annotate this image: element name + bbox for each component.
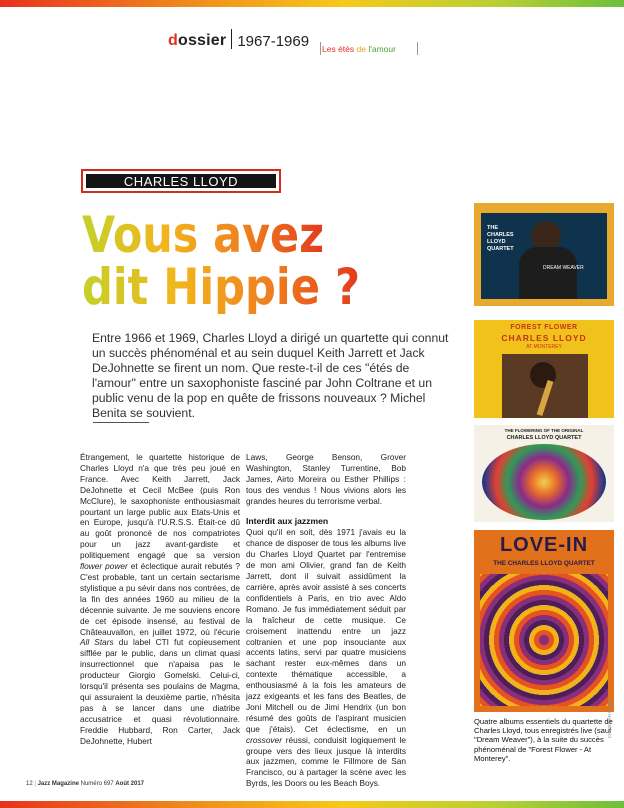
text-run: réussi, conduisit logiquement le groupe vers des lieux jusque là interdits aux jazzmen, comme le Fillmore de San Francisco, ou à partager la scène avec les Byrds, les Doors ou les Beach Boys. [246, 734, 406, 789]
page-footer [26, 781, 144, 787]
subtitle-part-2: de [356, 44, 369, 54]
album-cover-flowering-icon [474, 425, 614, 522]
cover-line: CHARLES LLOYD [501, 333, 587, 343]
cover-text [487, 225, 514, 253]
album-cover-love-in-icon [474, 530, 614, 712]
album-cover-dream-weaver-icon [474, 203, 614, 306]
text-run-italic: All Stars [80, 637, 114, 648]
article-column-2 [246, 452, 406, 789]
cover-line: CHARLES LLOYD QUARTET [506, 435, 582, 441]
psychedelic-flower-icon [482, 444, 606, 520]
cover-line: CHARLES [487, 232, 514, 238]
article-title [80, 204, 380, 314]
article-lead: Entre 1966 et 1969, Charles Lloyd a dirigé un quartette qui connut un succès phénoménal et au sein duquel Keith Jarrett et Jack DeJohnette se firent un nom. Que reste-t-il de ces "étés de l'amour" entre un saxophoniste fasciné par John Coltrane et un public venu de la pop en quête de frissons nouveaux ? Michel Benita se souvient. [92, 331, 449, 420]
saxophonist-photo-icon [502, 354, 588, 418]
text-run-italic: flower power [80, 561, 128, 572]
cover-line: QUARTET [487, 246, 514, 252]
psychedelic-pattern-icon [480, 574, 608, 706]
bottom-color-bar [0, 801, 624, 808]
subtitle-part-3: l'amour [368, 44, 396, 54]
title-line-2: dit Hippie ? [82, 258, 360, 314]
cover-line: THE CHARLES LLOYD QUARTET [493, 560, 595, 567]
artist-tag [81, 169, 281, 193]
section-keyword-rest: ossier [177, 32, 227, 49]
covers-caption: Quatre albums essentiels du quartette de Charles Lloyd, tous enregistrés live (sauf "Dream Weaver"), à la suite du succès phénoménal de "Forest Flower - At Monterey". [474, 717, 613, 763]
column-1-paragraph [80, 452, 240, 746]
footer-separator: | [34, 781, 38, 787]
text-run: Étrangement, le quartette historique de Charles Lloyd n'a que très peu joué en France. Avec Keith Jarrett, Jack DeJohnette et Cecil McBee (puis Ron McClure), le saxophoniste enthousiasmait pourtant un large public aux Etats-Unis et en Europe, jusqu'à l'U.R.S.S. Était-ce dû au goût prononcé de nos compatriotes pour un jazz avant-gardiste et politiquement engagé que sa version [80, 452, 240, 561]
issue-number: Numéro 697 [80, 781, 114, 787]
portrait-body-icon [519, 247, 577, 299]
top-color-bar [0, 0, 624, 7]
text-run: du label CTI fut copieusement sifflée par le public, dans un climat quasi insurrectionnel que n'apaisa pas le producteur Giorgio Gomelski. Celui-ci, lorsqu'il présenta ses poulains de Magma, qui assuraient la deuxième partie, n'hésita pas à se lancer dans une diatribe accusatrice et quasi révolutionnaire. Freddie Hubbard, Ron Carter, Jack DeJohnette, Hubert [80, 637, 241, 746]
issue-date: Août 2017 [115, 781, 145, 787]
text-run: Quoi qu'il en soit, dès 1971 j'avais eu la chance de disposer de tous les albums live du Charles Lloyd Quartet par l'entremise de mon ami Olivier, grand fan de Keith Jarrett, dont il suivait assidûment la carrière, après avoir assisté à ses concerts confidentiels à Paris, en trio avec Aldo Romano. Je fus immédiatement séduit par la fraîcheur de cette musique. Ce croisement inattendu entre un jazz coltranien et une pop insouciante aux accents latins, servi par quatre musiciens sachant rester eux-mêmes dans un contexte thématique accessible, a enthousiasmé à la fois les amateurs de jazz exigeants et les fans des Beatles, de Joni Mitchell ou de Jimi Hendrix (un bon résumé des goûts de l'aspirant musicien que j'étais). Cet éclectisme, en un [246, 527, 406, 734]
text-run: et éclectique aurait rebutés ? C'est probable, tant un certain sectarisme stylistique a pu sévir dans nos contrées, de la fin des années 1960 au milieu de la décennie suivante. Je me souviens encore de cet épisode insensé, au festival de Châteauvallon, en juillet 1972, où l'écurie [80, 561, 240, 637]
lead-rule [93, 422, 149, 423]
cover-line: FOREST FLOWER [510, 324, 578, 331]
column-2-paragraph-2 [246, 527, 406, 789]
cover-line: LLOYD [487, 239, 506, 245]
magazine-name: Jazz Magazine [37, 781, 79, 787]
cover-line: THE FLOWERING OF THE ORIGINAL [504, 428, 584, 433]
photo-credit: CHRISTIAN ROSE [607, 700, 612, 739]
section-keyword-initial: d [168, 32, 178, 49]
title-line-1: Vous avez [82, 206, 324, 264]
subtitle-part-1: Les étés [322, 44, 357, 54]
article-column-1 [80, 452, 240, 746]
text-run-italic: crossover [246, 734, 282, 745]
cover-line: LOVE-IN [499, 534, 589, 556]
cover-line: DREAM WEAVER [543, 265, 584, 271]
cover-photo [481, 213, 607, 299]
section-header [168, 26, 309, 50]
album-cover-forest-flower-icon [474, 320, 614, 418]
page-number: 12 [26, 781, 33, 787]
intertitle: Interdit aux jazzmen [246, 515, 329, 526]
cover-line: THE [487, 225, 498, 231]
artist-tag-label: CHARLES LLOYD [86, 174, 276, 188]
header-divider [231, 29, 232, 49]
section-keyword [168, 32, 226, 50]
column-2-paragraph-1: Laws, George Benson, Grover Washington, Stanley Turrentine, Bob James, Airto Moreira ou Esther Phillips : tous des vendus ! Nous vivions alors les grandes heures du terrorisme verbal. [246, 452, 406, 506]
cover-line: AT MONTEREY [526, 344, 562, 350]
section-subtitle [322, 44, 396, 54]
section-years: 1967-1969 [237, 33, 310, 50]
